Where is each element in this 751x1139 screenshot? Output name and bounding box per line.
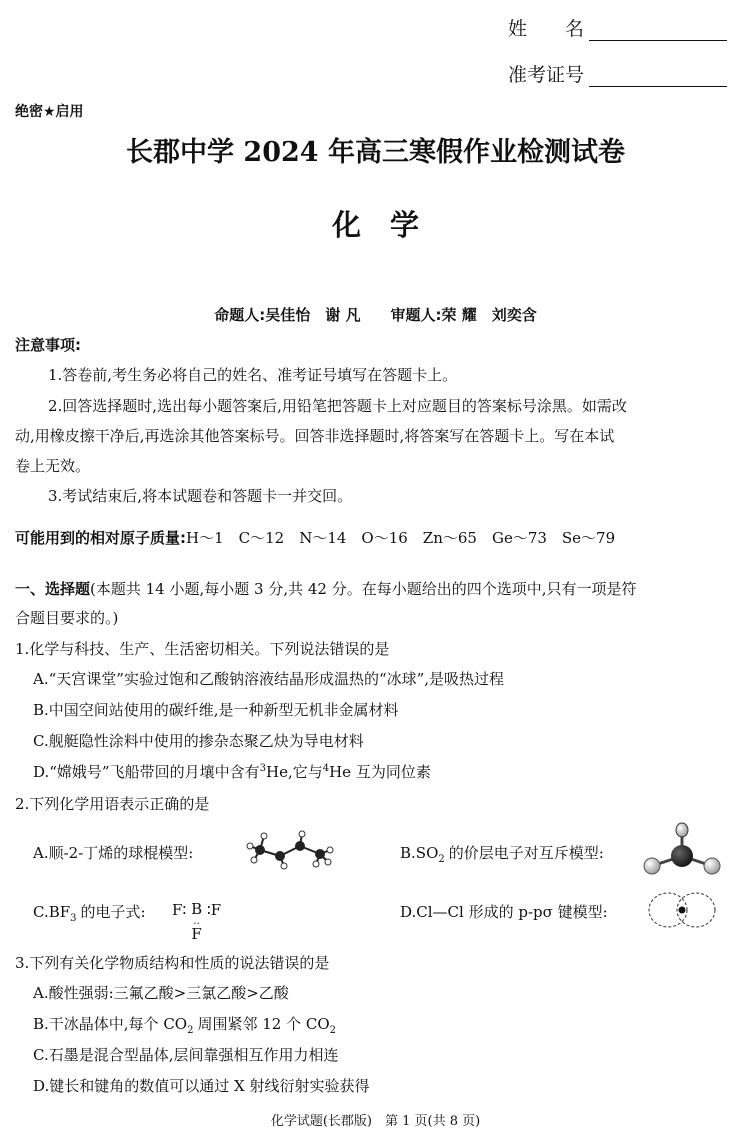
q1-option-c[interactable]: C.舰艇隐性涂料中使用的掺杂态聚乙炔为导电材料 (33, 732, 364, 750)
bf3-center (191, 901, 202, 942)
subject-title: 化 学 (331, 208, 419, 242)
exam-id-underline[interactable] (589, 66, 727, 87)
q1-stem: 1.化学与科技、生产、生活密切相关。下列说法错误的是 (15, 640, 390, 658)
p-p-sigma-bond-model (646, 890, 718, 930)
q2-b-sub: 2 (438, 854, 445, 865)
bf3-left: F∶ (172, 901, 187, 919)
q2-option-a[interactable] (33, 842, 193, 863)
confidential-mark: 绝密★启用 (15, 104, 84, 120)
name-label: 姓 名 (508, 18, 585, 40)
q3-option-a[interactable]: A.酸性强弱:三氟乙酸>三氯乙酸>乙酸 (33, 984, 289, 1002)
q3-stem: 3.下列有关化学物质结构和性质的说法错误的是 (15, 954, 330, 972)
atomic-masses-values: H～1 C～12 N～14 O～16 Zn～65 Ge～73 Se～79 (186, 529, 616, 547)
q2-b-post: 的价层电子对互斥模型: (448, 844, 604, 862)
page-footer: 化学试题(长郡版) 第 1 页(共 8 页) (270, 1114, 481, 1129)
q2-c-sub: 3 (70, 913, 77, 924)
q1-option-d[interactable] (33, 761, 431, 782)
section-1-desc-line-2: 合题目要求的。) (15, 609, 119, 627)
q3-option-b[interactable] (33, 1013, 336, 1036)
q2-option-d[interactable]: D.Cl—Cl 形成的 p-pσ 键模型: (400, 903, 608, 921)
cis-2-butene-ball-stick-model (244, 824, 340, 872)
authors-line: 命题人:吴佳怡 谢 凡 审题人:荣 耀 刘奕含 (214, 306, 537, 324)
q1-d-sup-1: 3 (259, 763, 266, 774)
so2-vsepr-model (640, 820, 724, 880)
section-1-desc-line-1: (本题共 14 小题,每小题 3 分,共 42 分。在每小题给出的四个选项中,只有一项是符 (90, 580, 637, 598)
notice-item-3: 3.考试结束后,将本试题卷和答题卡一并交回。 (48, 487, 353, 505)
section-1-heading-line (15, 578, 637, 599)
atomic-masses (15, 527, 615, 548)
bf3-right: ∶F (206, 901, 222, 919)
bf3-boron: B (191, 900, 203, 918)
q1-d-pre: D.“嫦娥号”飞船带回的月壤中含有 (33, 763, 260, 781)
q2-stem: 2.下列化学用语表示正确的是 (15, 795, 210, 813)
bf3-electron-formula (172, 901, 221, 942)
q2-c-pre: C.BF (33, 903, 71, 921)
exam-id-label: 准考证号 (508, 64, 585, 86)
name-field[interactable] (508, 14, 727, 41)
q1-d-sup-2: 4 (322, 763, 330, 774)
q3-b-mid: 周围紧邻 12 个 CO (197, 1015, 330, 1033)
bf3-bottom-f: F (191, 924, 202, 943)
notice-heading: 注意事项: (15, 336, 81, 354)
notice-item-2-line-2: 动,用橡皮擦干净后,再选涂其他答案标号。回答非选择题时,将答案写在答题卡上。写在本试 (15, 427, 615, 445)
q1-d-mid: He,它与 (265, 763, 323, 781)
q2-c-post: 的电子式: (80, 903, 146, 921)
notice-item-1: 1.答卷前,考生务必将自己的姓名、准考证号填写在答题卡上。 (48, 366, 458, 384)
q3-b-pre: B.干冰晶体中,每个 CO (33, 1015, 188, 1033)
q1-d-post: He 互为同位素 (329, 763, 431, 781)
q2-option-b[interactable] (400, 842, 604, 865)
q1-option-b[interactable]: B.中国空间站使用的碳纤维,是一种新型无机非金属材料 (33, 701, 399, 719)
q2-b-pre: B.SO (400, 844, 439, 862)
q1-option-a[interactable]: A.“天宫课堂”实验过饱和乙酸钠溶液结晶形成温热的“冰球”,是吸热过程 (33, 670, 505, 688)
q2-option-c[interactable] (33, 901, 146, 924)
paper-title: 长郡中学 2024 年高三寒假作业检测试卷 (126, 137, 625, 168)
q3-b-sub-2: 2 (329, 1025, 337, 1036)
atomic-masses-label: 可能用到的相对原子质量: (15, 529, 186, 547)
q2-a-text: A.顺-2-丁烯的球棍模型: (33, 844, 194, 862)
q3-option-d[interactable]: D.键长和键角的数值可以通过 X 射线衍射实验获得 (33, 1077, 370, 1095)
notice-item-2-line-3: 卷上无效。 (15, 457, 91, 475)
notice-item-2-line-1: 2.回答选择题时,选出每小题答案后,用铅笔把答题卡上对应题目的答案标号涂黑。如需改 (48, 397, 627, 415)
name-underline[interactable] (589, 20, 727, 41)
bf3-lone-pair: ‥ (193, 915, 200, 927)
section-1-heading: 一、选择题 (15, 580, 91, 598)
q3-b-sub-1: 2 (187, 1025, 194, 1036)
exam-id-field[interactable] (508, 60, 727, 87)
q3-option-c[interactable]: C.石墨是混合型晶体,层间靠强相互作用力相连 (33, 1046, 339, 1064)
